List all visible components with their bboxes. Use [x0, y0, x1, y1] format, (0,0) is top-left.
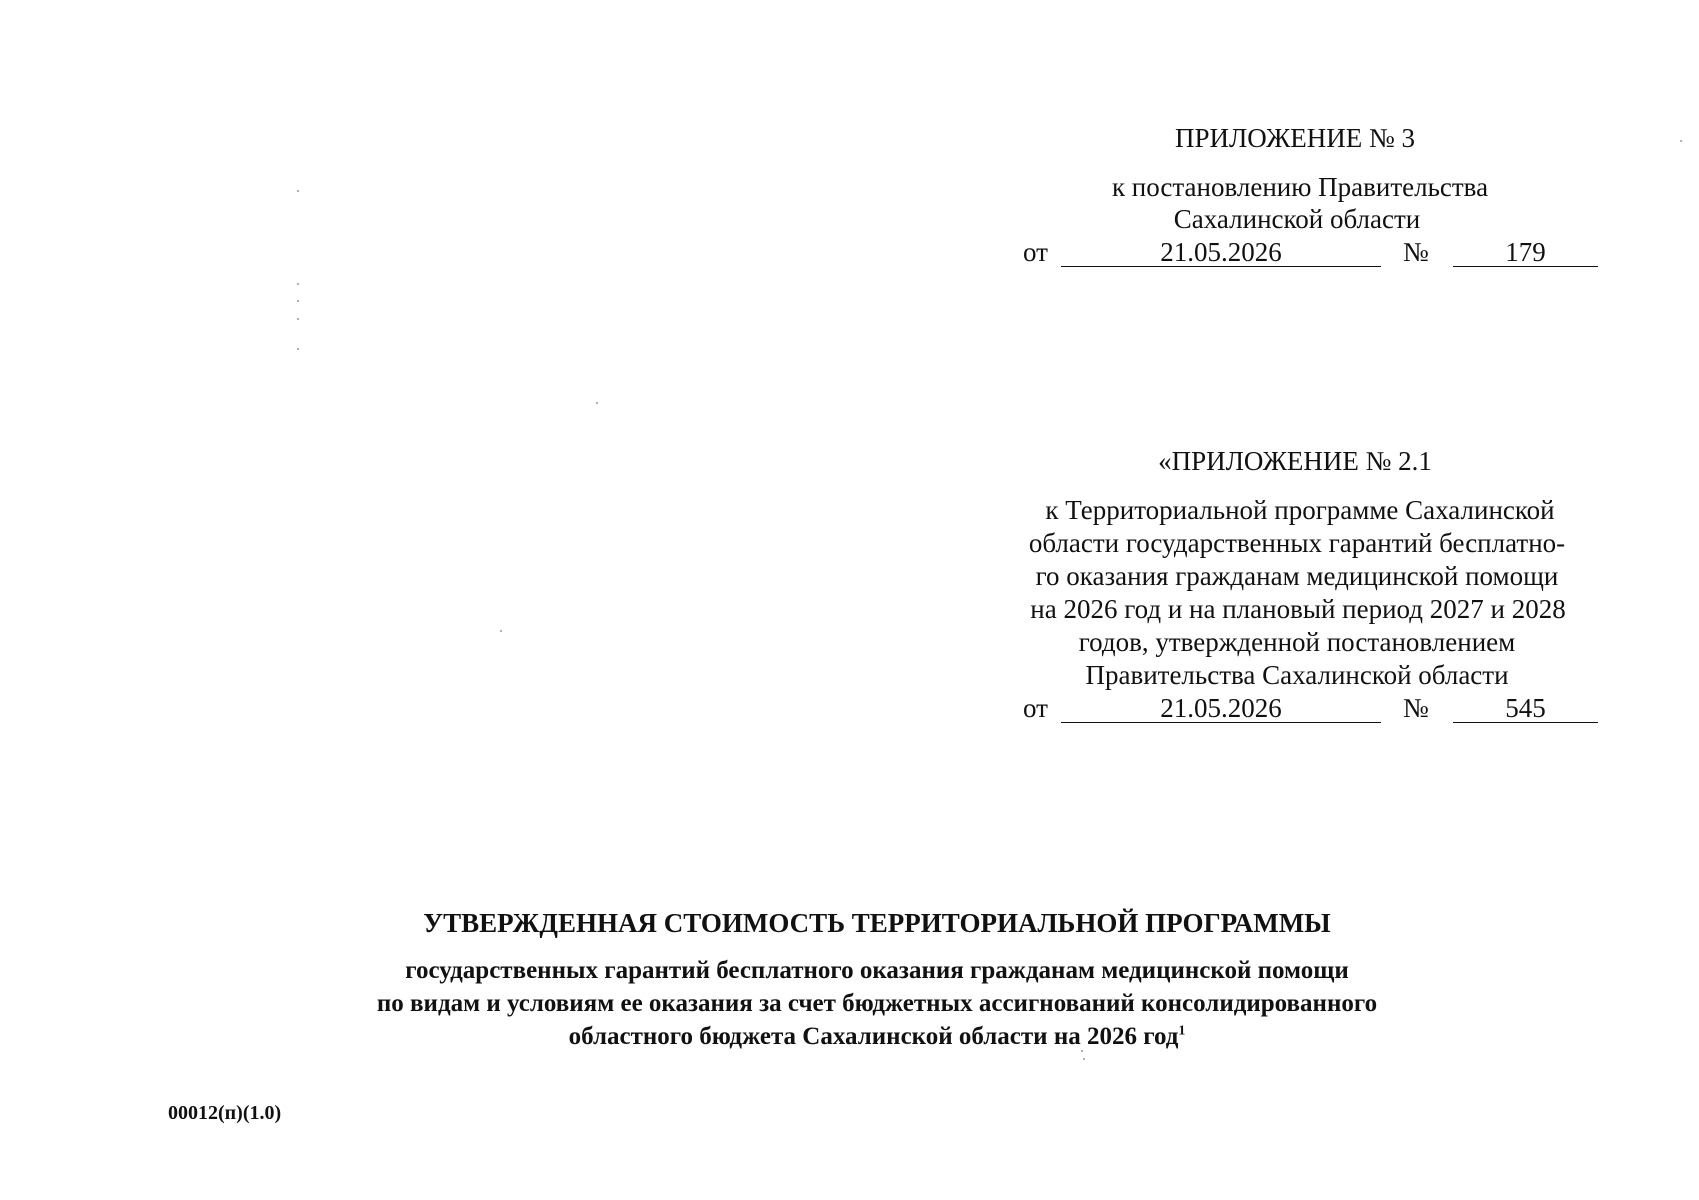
scan-speck	[1081, 1050, 1083, 1052]
document-subtitle-line: государственных гарантий бесплатного оказания гражданам медицинской помощи	[405, 957, 1349, 984]
document-title: УТВЕРЖДЕННАЯ СТОИМОСТЬ ТЕРРИТОРИАЛЬНОЙ ПРОГРАММЫ	[423, 908, 1331, 938]
appendix3-from-label: от	[1023, 237, 1048, 267]
appendix21-line: области государственных гарантий бесплатно-	[1028, 528, 1566, 558]
appendix21-number-label: №	[1403, 693, 1429, 723]
scan-speck	[297, 283, 299, 285]
scan-speck	[1083, 1058, 1085, 1060]
appendix21-number: 545	[1453, 692, 1598, 723]
appendix21-line: к Территориальной программе Сахалинской	[1045, 495, 1555, 525]
appendix3-date: 21.05.2026	[1061, 236, 1381, 267]
document-subtitle-text: областного бюджета Сахалинской области на 2026 год	[568, 1023, 1179, 1050]
appendix21-from-label: от	[1023, 693, 1048, 723]
appendix3-line2: Сахалинской области	[1173, 204, 1421, 234]
appendix3-number-label: №	[1403, 237, 1429, 267]
scan-speck	[596, 402, 598, 404]
scan-speck	[297, 190, 299, 192]
scan-speck	[297, 300, 299, 302]
scan-speck	[500, 630, 502, 632]
scan-speck	[297, 348, 299, 350]
appendix21-line: годов, утвержденной постановлением	[1078, 627, 1516, 657]
appendix21-date: 21.05.2026	[1061, 692, 1381, 723]
document-subtitle-line: по видам и условиям ее оказания за счет бюджетных ассигнований консолидированного	[376, 990, 1378, 1017]
document-code: 00012(п)(1.0)	[168, 1102, 282, 1124]
appendix21-signature-row	[1023, 692, 1603, 724]
appendix21-line: го оказания гражданам медицинской помощи	[1035, 561, 1559, 591]
appendix21-line: на 2026 год и на плановый период 2027 и 2028	[1030, 594, 1566, 624]
appendix21-line: Правительства Сахалинской области	[1085, 660, 1509, 690]
footnote-mark: 1	[1178, 1023, 1186, 1039]
appendix3-line1: к постановлению Правительства	[1111, 172, 1489, 202]
appendix3-heading: ПРИЛОЖЕНИЕ № 3	[1174, 123, 1416, 153]
scan-speck	[1680, 140, 1682, 142]
appendix21-heading: «ПРИЛОЖЕНИЕ № 2.1	[1158, 446, 1432, 476]
scan-speck	[297, 318, 299, 320]
appendix3-signature-row	[1023, 236, 1603, 268]
document-subtitle-line-last	[569, 1020, 1186, 1054]
appendix3-number: 179	[1453, 236, 1598, 267]
